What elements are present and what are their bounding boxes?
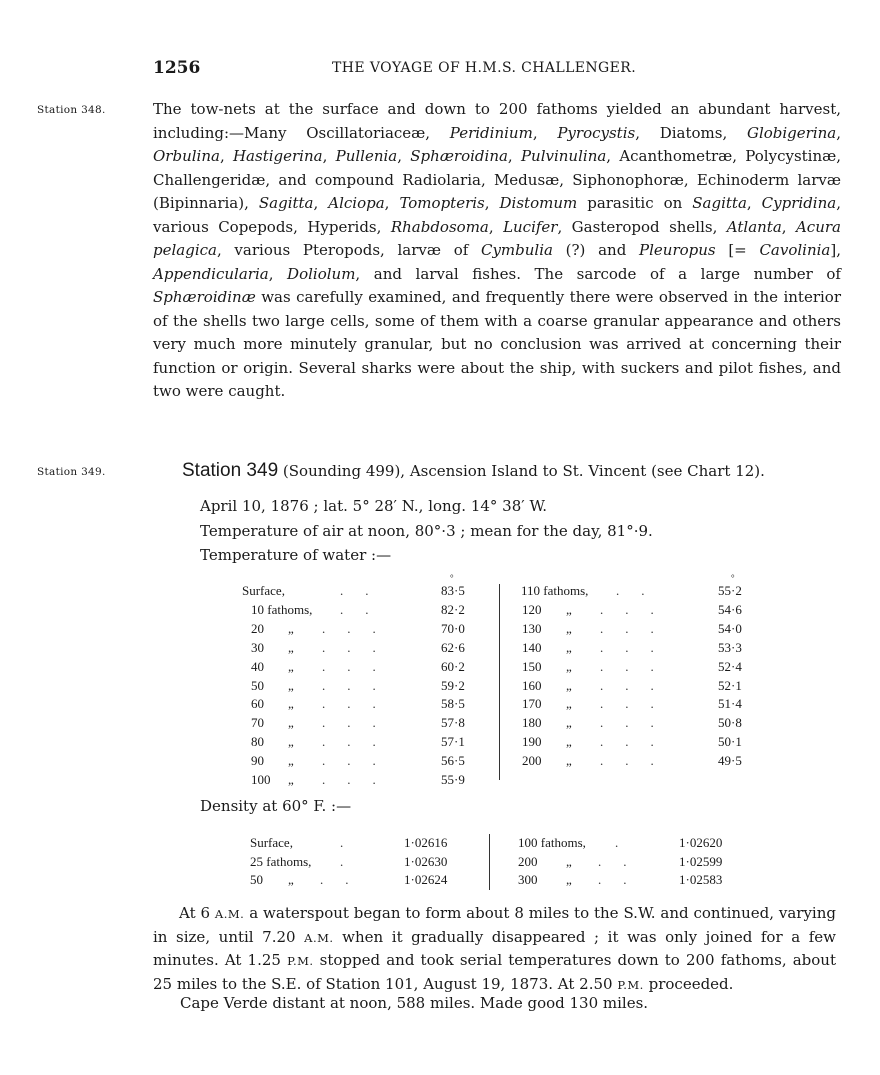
water-right-depth: 140: [522, 639, 542, 655]
density-left-depth: Surface,: [250, 835, 293, 850]
italic-taxon: Cymbulia: [480, 241, 553, 259]
station-349-heading-detail: (Sounding 499), Ascension Island to St. Vincent (see Chart 12).: [278, 462, 765, 480]
italic-taxon: Pullenia: [335, 147, 398, 165]
water-right-depth: 150: [522, 658, 542, 674]
water-right-depth: 200: [522, 753, 542, 769]
density-left-depth: 50: [250, 872, 263, 888]
water-right-leader-dots: ...: [600, 734, 676, 750]
density-right-value: 1·02583: [679, 872, 723, 888]
italic-taxon: Doliolum: [287, 264, 356, 283]
water-left-value: 62·6: [441, 639, 465, 655]
narrative-paragraph: At 6 A.M. a waterspout began to form about 8 miles to the S.W. and continued, varying in size, until 7.20 A.M. when it gradually disappeared ; it was only joined for a few minutes. At 1.25 P.M. stopped and took serial temperatures down to 200 fathoms, about 25 miles to the S.E. of Station 101, August 19, 1873. At 2.50 P.M. proceeded.: [153, 904, 837, 993]
water-left-ditto: „: [288, 620, 294, 636]
density-right-ditto: „: [566, 872, 572, 888]
water-right-ditto: „: [566, 601, 572, 617]
water-left-leader-dots: ...: [322, 696, 398, 712]
water-right-leader-dots: ...: [600, 639, 676, 655]
italic-taxon: Hastigerina: [232, 147, 323, 165]
density-left-leader-dots: ..: [320, 872, 371, 888]
running-title: THE VOYAGE OF H.M.S. CHALLENGER.: [332, 60, 637, 76]
water-left-value: 56·5: [441, 753, 465, 769]
water-left-ditto: „: [288, 734, 294, 750]
italic-taxon: Globigerina: [746, 123, 837, 142]
water-right-leader-dots: ...: [600, 658, 676, 674]
water-right-leader-dots: ...: [600, 677, 676, 693]
density-left-ditto: „: [288, 872, 294, 888]
water-left-depth: 60: [251, 696, 264, 712]
water-left-leader-dots: ...: [322, 658, 398, 674]
water-left-value: 55·9: [441, 772, 465, 787]
water-left-depth: 70: [251, 715, 264, 731]
station-348-label: Station 348.: [37, 104, 106, 116]
time-marker: A.M.: [304, 930, 334, 945]
water-left-depth: Surface,: [242, 583, 285, 598]
density-left-leader-dots: .: [340, 853, 366, 869]
water-right-ditto: „: [566, 715, 572, 731]
water-left-depth: 40: [251, 658, 264, 674]
water-left-depth: 10 fathoms,: [251, 601, 313, 617]
water-right-depth: 190: [522, 734, 542, 750]
water-left-leader-dots: ...: [322, 715, 398, 731]
water-left-ditto: „: [288, 753, 294, 769]
density-right-row: [0, 835, 880, 853]
italic-taxon: Appendicularia: [153, 264, 269, 283]
water-left-value: 70·0: [441, 620, 465, 636]
water-right-value: 55·2: [718, 583, 742, 598]
italic-taxon: Lucifer: [503, 217, 558, 236]
water-left-value: 57·8: [441, 715, 465, 731]
water-right-value: 51·4: [718, 696, 742, 712]
water-left-depth: 100: [251, 772, 271, 787]
italic-taxon: Tomopteris: [399, 194, 485, 212]
density-right-row: [0, 872, 880, 890]
water-left-leader-dots: ...: [322, 734, 398, 750]
water-left-ditto: „: [288, 658, 294, 674]
water-left-value: 83·5: [441, 583, 465, 598]
water-left-value: 57·1: [441, 734, 465, 750]
water-right-value: 52·4: [718, 658, 742, 674]
water-right-leader-dots: ...: [600, 753, 676, 769]
water-right-depth: 180: [522, 715, 542, 731]
water-right-value: 50·8: [718, 715, 742, 731]
time-marker: P.M.: [617, 977, 644, 992]
date-position-line: April 10, 1876 ; lat. 5° 28′ N., long. 14° 38′ W.: [200, 497, 548, 515]
water-left-depth: 80: [251, 734, 264, 750]
water-right-value: 53·3: [718, 639, 742, 655]
final-line: Cape Verde distant at noon, 588 miles. Made good 130 miles.: [180, 994, 649, 1012]
density-left-value: 1·02616: [404, 835, 448, 850]
italic-taxon: Distomum: [499, 194, 578, 212]
water-left-leader-dots: ...: [322, 753, 398, 769]
italic-taxon: Peridinium: [449, 123, 533, 142]
water-right-value: 49·5: [718, 753, 742, 769]
density-right-depth: 300: [518, 872, 538, 888]
water-right-ditto: „: [566, 753, 572, 769]
water-right-depth: 120: [522, 601, 542, 617]
degree-mark-left: °: [450, 573, 454, 583]
density-right-ditto: „: [566, 853, 572, 869]
water-left-value: 60·2: [441, 658, 465, 674]
density-right-depth: 100 fathoms,: [518, 835, 586, 850]
italic-taxon: Rhabdosoma: [390, 217, 489, 236]
density-left-depth: 25 fathoms,: [250, 853, 312, 869]
water-left-leader-dots: ...: [322, 772, 398, 787]
water-left-depth: 20: [251, 620, 264, 636]
italic-taxon: Orbulina: [153, 147, 220, 165]
water-left-depth: 50: [251, 677, 264, 693]
water-left-depth: 90: [251, 753, 264, 769]
water-right-depth: 170: [522, 696, 542, 712]
density-left-value: 1·02624: [404, 872, 448, 888]
water-right-value: 54·6: [718, 601, 742, 617]
water-right-leader-dots: ..: [616, 583, 667, 598]
water-left-leader-dots: ..: [340, 601, 391, 617]
water-left-ditto: „: [288, 772, 294, 787]
water-left-ditto: „: [288, 696, 294, 712]
water-left-leader-dots: ..: [340, 583, 391, 598]
water-left-leader-dots: ...: [322, 677, 398, 693]
density-left-leader-dots: .: [340, 835, 366, 850]
water-left-leader-dots: ...: [322, 639, 398, 655]
water-right-leader-dots: ...: [600, 601, 676, 617]
degree-mark-right: °: [731, 573, 735, 583]
water-right-value: 52·1: [718, 677, 742, 693]
water-right-ditto: „: [566, 620, 572, 636]
air-temperature-line: Temperature of air at noon, 80°·3 ; mean for the day, 81°·9.: [200, 522, 653, 540]
italic-taxon: Cypridina: [761, 194, 837, 212]
water-right-leader-dots: ...: [600, 715, 676, 731]
water-temperature-heading: Temperature of water :—: [200, 546, 392, 564]
water-left-value: 59·2: [441, 677, 465, 693]
water-right-ditto: „: [566, 734, 572, 750]
station-349-label: Station 349.: [37, 466, 106, 478]
italic-taxon: Pyrocystis: [557, 123, 636, 142]
italic-taxon: Atlanta: [726, 217, 782, 236]
density-heading: Density at 60° F. :—: [200, 797, 352, 815]
density-right-row: [0, 854, 880, 872]
italic-taxon: Sphæroidina: [410, 147, 508, 165]
water-right-depth: 110 fathoms,: [521, 583, 589, 598]
water-left-ditto: „: [288, 715, 294, 731]
water-right-ditto: „: [566, 696, 572, 712]
water-left-value: 82·2: [441, 601, 465, 617]
italic-taxon: Sagitta: [692, 194, 747, 212]
water-right-depth: 130: [522, 620, 542, 636]
water-right-leader-dots: ...: [600, 620, 676, 636]
station-348-paragraph: The tow-nets at the surface and down to 200 fathoms yielded an abundant harvest, including:—Many Oscillatoriaceæ, Peridinium, Pyrocystis, Diatoms, Globigerina, Orbulina, Hastigerina, Pullenia, Sphæroidina, Pulvinulina, Acanthometræ, Polycystinæ, Challengeridæ, and compound Radiolaria, Medusæ, Siphonophoræ, Echinoderm larvæ (Bipinnaria), Sagitta, Alciopa, Tomopteris, Distomum parasitic on Sagitta, Cypridina, various Copepods, Hyperids, Rhabdosoma, Lucifer, Gasteropod shells, Atlanta, Acura pelagica, various Pteropods, larvæ of Cymbulia (?) and Pleuropus [= Cavolinia], Appendicularia, Doliolum, and larval fishes. The sarcode of a large number of Sphæroidinæ was carefully examined, and frequently there were observed in the interior of the shells two large cells, some of them with a coarse granular appearance and others very much more minutely granular, but no conclusion was arrived at concerning their function or origin. Several sharks were about the ship, with suckers and pilot fishes, and two were caught.: [153, 100, 842, 400]
water-left-leader-dots: ...: [322, 620, 398, 636]
water-left-depth: 30: [251, 639, 264, 655]
italic-taxon: Sagitta: [258, 194, 314, 212]
water-left-ditto: „: [288, 677, 294, 693]
density-left-value: 1·02630: [404, 853, 448, 869]
italic-taxon: Pleuropus: [639, 241, 716, 259]
water-left-value: 58·5: [441, 696, 465, 712]
water-right-ditto: „: [566, 658, 572, 674]
density-right-depth: 200: [518, 853, 538, 869]
water-left-ditto: „: [288, 639, 294, 655]
density-right-value: 1·02599: [679, 853, 723, 869]
density-right-leader-dots: ..: [598, 872, 649, 888]
water-right-depth: 160: [522, 677, 542, 693]
density-right-value: 1·02620: [679, 835, 723, 850]
density-right-leader-dots: .: [615, 835, 641, 850]
time-marker: P.M.: [287, 954, 314, 968]
water-right-leader-dots: ...: [600, 696, 676, 712]
water-right-ditto: „: [566, 639, 572, 655]
density-right-leader-dots: ..: [598, 853, 649, 869]
italic-taxon: Cavolinia: [759, 241, 831, 259]
italic-taxon: Alciopa: [328, 194, 385, 212]
italic-taxon: Sphæroidinæ: [153, 288, 256, 306]
italic-taxon: Pulvinulina: [520, 147, 607, 165]
page-number: 1256: [153, 58, 201, 78]
water-right-value: 54·0: [718, 620, 742, 636]
time-marker: A.M.: [214, 907, 245, 921]
italic-taxon: Acura pelagica: [153, 217, 841, 259]
water-right-value: 50·1: [718, 734, 742, 750]
water-right-ditto: „: [566, 677, 572, 693]
station-349-heading-title: Station 349: [182, 460, 279, 481]
